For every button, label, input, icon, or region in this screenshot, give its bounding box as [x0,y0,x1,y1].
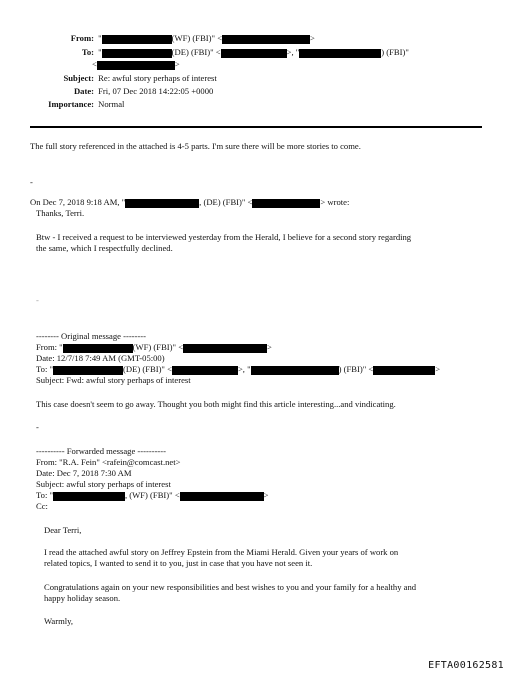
from-text: (WF) (FBI)" < [171,33,223,43]
fwd-to-c: > [263,490,269,500]
subject-label: Subject: [63,73,94,83]
importance-value: Normal [98,99,125,109]
letter-p1-l2: related topics, I wanted to send it to you, just in case that you have not seen it. [44,558,313,568]
redaction [299,49,381,58]
redaction [53,366,123,375]
reply-intro [30,197,349,208]
reply-on-text: On Dec 7, 2018 9:18 AM, " [30,197,126,207]
original-from [36,342,272,353]
header-divider [30,126,482,128]
orig-from-a: From: " [36,342,63,352]
redaction [373,366,435,375]
reply-btw-2: the same, which I respectfully declined. [36,243,173,253]
subject-value: Re: awful story perhaps of interest [98,73,217,83]
redaction [252,199,320,208]
reply-wrote: > wrote: [320,197,350,207]
fwd-to-b: , (WF) (FBI)" < [125,490,180,500]
redaction [63,344,133,353]
redaction [172,366,238,375]
from-bracket: > [310,33,315,43]
bates-number: EFTA00162581 [428,660,504,671]
redaction [221,49,287,58]
body-dash: - [30,177,33,187]
forwarded-separator: ---------- Forwarded message ---------- [36,446,167,456]
to-sep: >, " [286,47,300,57]
to-label: To: [81,47,94,57]
forwarded-cc: Cc: [36,501,48,511]
orig-to-d: ) (FBI)" < [338,364,374,374]
letter-p1-l1: I read the attached awful story on Jeffrey Epstein from the Miami Herald. Given your years of work on [44,547,399,557]
orig-to-e: > [435,364,441,374]
fwd-to-a: To: " [36,490,53,500]
header-to-row [0,47,409,58]
forwarded-date: Date: Dec 7, 2018 7:30 AM [36,468,132,478]
orig-to-c: >, " [237,364,251,374]
orig-to-b: (DE) (FBI)" < [123,364,172,374]
forwarded-subject: Subject: awful story perhaps of interest [36,479,171,489]
redaction [102,35,172,44]
reply-thanks: Thanks, Terri. [36,208,85,218]
from-label: From: [70,33,94,43]
original-date: Date: 12/7/18 7:49 AM (GMT-05:00) [36,353,165,363]
header-importance-row [0,99,124,110]
header-date-row [0,86,213,97]
redaction [180,492,264,501]
redaction [53,492,125,501]
original-text: This case doesn't seem to go away. Thought you both might find this article interesting...and vindicating. [36,399,396,409]
letter-p2-l1: Congratulations again on your new responsibilities and best wishes to you and your family for a healthy and [44,582,417,592]
redaction [251,366,339,375]
orig-to-a: To: " [36,364,53,374]
redaction [125,199,199,208]
original-to [36,364,440,375]
orig-from-c: > [267,342,272,352]
body-para-1: The full story referenced in the attached is 4-5 parts. I'm sure there will be more stories to come. [30,141,361,151]
to-text: (DE) (FBI)" < [171,47,221,57]
reply-on-text-2: , (DE) (FBI)" < [199,197,253,207]
redaction [102,49,172,58]
date-label: Date: [73,86,94,96]
header-to-row-2 [92,59,180,70]
to2-close: > [174,59,180,69]
orig-from-b: (WF) (FBI)" < [132,342,184,352]
forwarded-to [36,490,269,501]
reply-btw-1: Btw - I received a request to be interviewed yesterday from the Herald, I believe for a second story regarding [36,232,412,242]
header-subject-row [0,73,217,84]
letter-p2-l2: happy holiday season. [44,593,121,603]
header-from-row [0,33,315,44]
to-quote: " [98,47,102,57]
to2-open: < [92,59,97,69]
original-subject: Subject: Fwd: awful story perhaps of interest [36,375,191,385]
from-quote: " [98,33,102,43]
reply-dot: - [36,295,39,305]
redaction [222,35,310,44]
redaction [97,61,175,70]
original-separator: -------- Original message -------- [36,331,146,341]
date-value: Fri, 07 Dec 2018 14:22:05 +0000 [98,86,214,96]
importance-label: Importance: [48,99,94,109]
letter-closing: Warmly, [44,616,74,626]
redaction [183,344,267,353]
to-text-2: ) (FBI)" [381,47,409,57]
original-dash: - [36,422,39,432]
letter-greeting: Dear Terri, [44,525,82,535]
forwarded-from: From: "R.A. Fein" <rafein@comcast.net> [36,457,181,467]
